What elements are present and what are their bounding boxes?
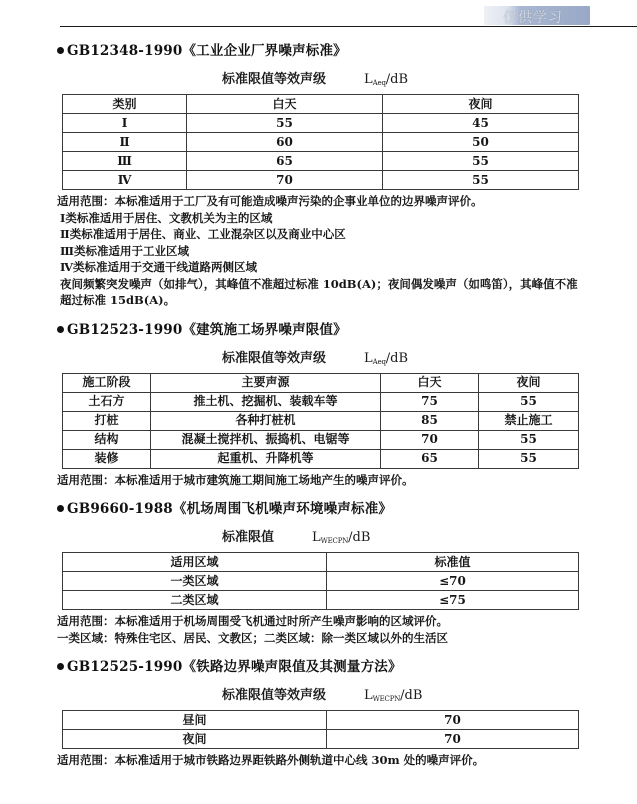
- table-row: [63, 152, 579, 171]
- note-line: Ⅳ类标准适用于交通干线道路两侧区域: [60, 260, 258, 274]
- table-cell: 昼间: [63, 711, 327, 730]
- bullet-icon: [57, 505, 64, 512]
- table-cell: 起重机、升降机等: [151, 449, 381, 468]
- note-line: Ⅰ类标准适用于居住、文教机关为主的区域: [60, 210, 273, 225]
- column-header: 白天: [381, 373, 479, 392]
- unit-subscript: WECPN: [372, 695, 401, 703]
- table-row: [63, 572, 579, 591]
- table-cell: 打桩: [63, 411, 151, 430]
- table-cell: Ⅲ: [63, 152, 187, 171]
- unit-suffix: /dB: [385, 350, 409, 366]
- table-header-row: [63, 553, 579, 572]
- table-cell: 结构: [63, 430, 151, 449]
- table-cell: Ⅱ: [63, 133, 187, 152]
- note-line: 一类区域：特殊住宅区、居民、文教区；二类区域：除一类区域以外的生活区: [57, 630, 448, 645]
- table-cell: 装修: [63, 449, 151, 468]
- table-row: [63, 711, 579, 730]
- section-heading-text: GB12523-1990《建筑施工场界噪声限值》: [67, 321, 347, 338]
- table-row: [63, 449, 579, 468]
- watermark-label: 仅供学习: [503, 10, 563, 26]
- section-heading: [0, 318, 637, 338]
- table-cell: 55: [479, 449, 579, 468]
- note-line: Ⅱ类标准适用于居住、商业、工业混杂区以及商业中心区: [60, 227, 346, 241]
- notes-block: [0, 193, 637, 309]
- noise-table-gb12523: [62, 373, 579, 469]
- table-cell: 75: [381, 392, 479, 411]
- table-cell: Ⅳ: [63, 171, 187, 190]
- table-cell: 50: [383, 133, 579, 152]
- unit-subscript: WECPN: [320, 537, 349, 545]
- note-line: 适用范围：本标准适用于城市铁路边界距铁路外侧轨道中心线 30m 处的噪声评价。: [57, 753, 485, 767]
- table-cell: 65: [381, 449, 479, 468]
- table-cell: 70: [381, 430, 479, 449]
- table-row: [63, 133, 579, 152]
- table-cell: 55: [383, 171, 579, 190]
- notes-block: [0, 752, 637, 769]
- table-cell: 55: [479, 392, 579, 411]
- table-cell: 70: [187, 171, 383, 190]
- unit-symbol: L: [364, 350, 373, 366]
- table-caption: [0, 68, 637, 87]
- section-heading: [0, 39, 637, 59]
- unit-suffix: /dB: [400, 688, 423, 703]
- section-heading: [0, 655, 637, 675]
- table-cell: 55: [187, 114, 383, 133]
- unit-suffix: /dB: [385, 72, 409, 87]
- table-cell: ≤75: [327, 591, 579, 610]
- table-row: [63, 411, 579, 430]
- table-caption-text: 标准限值: [222, 530, 275, 545]
- table-row: [63, 392, 579, 411]
- unit-subscript: Aeq: [372, 357, 386, 366]
- column-header: 适用区域: [63, 553, 327, 572]
- table-cell: 推土机、挖掘机、装载车等: [151, 392, 381, 411]
- column-header: 夜间: [479, 373, 579, 392]
- table-cell: 70: [327, 730, 579, 749]
- table-row: [63, 730, 579, 749]
- table-cell: 65: [187, 152, 383, 171]
- bullet-icon: [57, 326, 64, 333]
- table-cell: 各种打桩机: [151, 411, 381, 430]
- table-caption-text: 标准限值等效声级: [222, 350, 327, 366]
- column-header: 白天: [187, 95, 383, 114]
- table-cell: 45: [383, 114, 579, 133]
- unit-subscript: Aeq: [372, 79, 386, 87]
- note-line: Ⅲ类标准适用于工业区域: [60, 243, 190, 258]
- table-header-row: [63, 373, 579, 392]
- section-gb12348: [0, 39, 637, 309]
- unit-symbol: L: [364, 688, 373, 703]
- table-row: [63, 171, 579, 190]
- document-page: [0, 30, 637, 769]
- unit-label: [312, 530, 370, 545]
- notes-block: [0, 613, 637, 646]
- table-caption-text: 标准限值等效声级: [222, 688, 327, 703]
- note-line: 适用范围：本标准适用于城市建筑施工期间施工场地产生的噪声评价。: [57, 472, 414, 487]
- noise-table-gb12525: [62, 710, 579, 749]
- table-cell: 二类区域: [63, 591, 327, 610]
- table-cell: 85: [381, 411, 479, 430]
- section-gb12525: [0, 655, 637, 769]
- note-line: 适用范围：本标准适用于机场周围受飞机通过时所产生噪声影响的区域评价。: [57, 614, 448, 628]
- unit-label: [364, 72, 408, 87]
- table-row: [63, 591, 579, 610]
- table-cell: 一类区域: [63, 572, 327, 591]
- unit-label: [364, 351, 408, 366]
- table-cell: 60: [187, 133, 383, 152]
- bullet-icon: [57, 47, 64, 54]
- noise-table-gb9660: [62, 552, 579, 610]
- table-caption: [0, 526, 637, 545]
- column-header: 施工阶段: [63, 373, 151, 392]
- table-row: [63, 430, 579, 449]
- table-cell: 禁止施工: [479, 411, 579, 430]
- section-gb9660: [0, 497, 637, 646]
- table-cell: 土石方: [63, 392, 151, 411]
- unit-label: [364, 688, 422, 703]
- note-line: 适用范围：本标准适用于工厂及有可能造成噪声污染的企事业单位的边界噪声评价。: [57, 194, 483, 208]
- column-header: 类别: [63, 95, 187, 114]
- section-heading: [0, 497, 637, 517]
- table-cell: 55: [479, 430, 579, 449]
- table-cell: ≤70: [327, 572, 579, 591]
- table-row: [63, 114, 579, 133]
- unit-symbol: L: [312, 530, 321, 545]
- table-cell: 混凝土搅拌机、振捣机、电锯等: [151, 430, 381, 449]
- table-cell: 夜间: [63, 730, 327, 749]
- notes-block: [0, 472, 637, 489]
- table-caption: [0, 684, 637, 703]
- note-line: 夜间频繁突发噪声（如排气），其峰值不准超过标准 10dB(A)；夜间偶发噪声（如鸣笛），其峰值不准超过标准 15dB(A)。: [60, 276, 578, 307]
- unit-suffix: /dB: [348, 530, 371, 545]
- table-caption-text: 标准限值等效声级: [222, 72, 327, 87]
- table-caption: [0, 347, 637, 366]
- table-cell: Ⅰ: [63, 114, 187, 133]
- watermark-area: [0, 0, 637, 30]
- noise-table-gb12348: [62, 94, 579, 190]
- column-header: 标准值: [327, 553, 579, 572]
- unit-symbol: L: [364, 72, 373, 87]
- section-heading-text: GB12348-1990《工业企业厂界噪声标准》: [67, 43, 347, 59]
- bullet-icon: [57, 663, 64, 670]
- section-gb12523: [0, 318, 637, 489]
- section-heading-text: GB12525-1990《铁路边界噪声限值及其测量方法》: [67, 659, 402, 675]
- header-divider: [60, 26, 637, 27]
- table-cell: 70: [327, 711, 579, 730]
- section-heading-text: GB9660-1988《机场周围飞机噪声环境噪声标准》: [67, 501, 393, 517]
- table-header-row: [63, 95, 579, 114]
- column-header: 夜间: [383, 95, 579, 114]
- column-header: 主要声源: [151, 373, 381, 392]
- table-cell: 55: [383, 152, 579, 171]
